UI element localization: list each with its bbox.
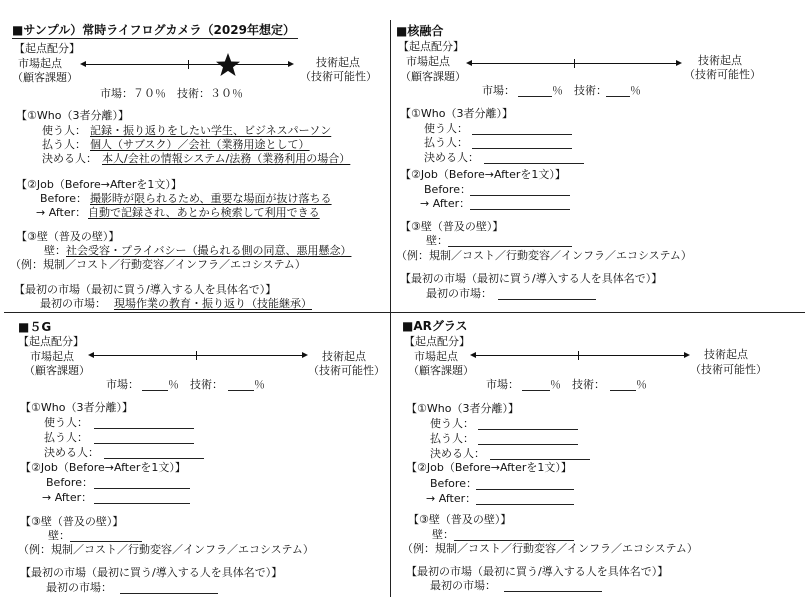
first-market-blank[interactable]	[504, 591, 602, 592]
first-market-heading: 【最初の市場（最初に買う/導入する人を具体名で）】	[406, 565, 669, 578]
first-market-blank[interactable]	[498, 299, 596, 300]
job-heading: 【②Job（Before→Afterを1文）】	[406, 461, 572, 474]
tech-origin-label: 技術起点	[698, 54, 742, 67]
decider-label: 決める人：	[42, 152, 97, 165]
before-label: Before：	[46, 476, 93, 489]
tech-ratio-blank[interactable]	[228, 390, 254, 391]
ratio-tech-label: ％ 技術：	[550, 378, 605, 391]
decider-value: 本人/会社の情報システム/法務（業務利用の場合）	[102, 152, 351, 165]
decider-label: 決める人：	[430, 447, 485, 460]
before-blank[interactable]	[470, 195, 570, 196]
axis-center-tick	[188, 60, 189, 69]
first-market-label: 最初の市場：	[426, 287, 492, 300]
wall-label: 壁：	[432, 528, 454, 541]
decider-label: 決める人：	[44, 446, 99, 459]
user-blank[interactable]	[94, 428, 194, 429]
user-label: 使う人：	[430, 417, 474, 430]
first-market-label: 最初の市場：	[40, 297, 106, 310]
after-label: → After：	[42, 491, 93, 504]
market-ratio-blank[interactable]	[522, 390, 550, 391]
who-heading: 【①Who（3者分離）】	[16, 109, 129, 122]
ratio-market-label: 市場：	[106, 378, 139, 391]
tech-origin-sub: （技術可能性）	[308, 364, 385, 377]
wall-heading: 【③壁（普及の壁）】	[400, 220, 504, 233]
tech-ratio-blank[interactable]	[606, 96, 630, 97]
quadrant-sample	[0, 0, 390, 312]
ratio-end: ％	[254, 378, 265, 391]
axis-center-tick	[574, 59, 575, 68]
first-market-heading: 【最初の市場（最初に買う/導入する人を具体名で）】	[400, 272, 663, 285]
market-origin-label: 市場起点	[30, 350, 74, 363]
ratio-market-label: 市場：	[482, 84, 515, 97]
tech-origin-sub: （技術可能性）	[690, 363, 767, 376]
payer-label: 払う人：	[42, 138, 86, 151]
before-label: Before：	[40, 192, 87, 205]
after-blank[interactable]	[94, 503, 190, 504]
who-heading: 【①Who（3者分離）】	[20, 401, 133, 414]
quadrant-title: ■５G	[18, 320, 52, 334]
market-origin-label: 市場起点	[18, 57, 62, 70]
axis-center-tick	[196, 351, 197, 360]
wall-label: 壁：	[44, 244, 66, 257]
before-label: Before：	[424, 183, 471, 196]
payer-label: 払う人：	[44, 431, 88, 444]
user-blank[interactable]	[472, 134, 572, 135]
market-origin-sub: （顧客課題）	[408, 364, 474, 377]
axis-right-arrow	[684, 352, 690, 358]
quadrant-title: ■ARグラス	[402, 319, 468, 333]
axis-right-arrow	[302, 352, 308, 358]
tech-origin-label: 技術起点	[322, 350, 366, 363]
job-heading: 【②Job（Before→Afterを1文）】	[20, 461, 186, 474]
first-market-value: 現場作業の教育・振り返り（技能継承）	[114, 297, 312, 310]
decider-blank[interactable]	[104, 458, 204, 459]
market-origin-label: 市場起点	[406, 55, 450, 68]
payer-label: 払う人：	[430, 432, 474, 445]
first-market-heading: 【最初の市場（最初に買う/導入する人を具体名で）】	[14, 283, 277, 296]
after-label: → After：	[36, 206, 87, 219]
axis-right-arrow	[676, 60, 682, 66]
origin-section-heading: 【起点配分】	[14, 42, 80, 55]
title-underline	[12, 38, 298, 39]
who-heading: 【①Who（3者分離）】	[406, 402, 519, 415]
payer-blank[interactable]	[478, 444, 578, 445]
axis-center-tick	[578, 351, 579, 360]
after-label: → After：	[426, 492, 477, 505]
ratio-tech-label: ％ 技術：	[552, 84, 607, 97]
after-label: → After：	[420, 197, 471, 210]
job-heading: 【②Job（Before→Afterを1文）】	[16, 178, 182, 191]
wall-value: 社会受容・プライバシー（撮られる側の同意、悪用懸念）	[66, 244, 352, 257]
decider-label: 決める人：	[424, 151, 479, 164]
market-ratio-blank[interactable]	[518, 96, 552, 97]
market-origin-sub: （顧客課題）	[12, 71, 78, 84]
origin-section-heading: 【起点配分】	[404, 335, 470, 348]
wall-blank[interactable]	[448, 246, 572, 247]
user-label: 使う人：	[424, 122, 468, 135]
wall-label: 壁：	[426, 234, 448, 247]
payer-value: 個人（サブスク）／会社（業務用途として）	[90, 138, 310, 151]
first-market-label: 最初の市場：	[430, 579, 496, 592]
first-market-heading: 【最初の市場（最初に買う/導入する人を具体名で）】	[20, 566, 283, 579]
first-market-blank[interactable]	[120, 593, 218, 594]
payer-blank[interactable]	[94, 443, 194, 444]
origin-axis	[92, 355, 304, 356]
market-origin-sub: （顧客課題）	[400, 70, 466, 83]
user-blank[interactable]	[478, 429, 578, 430]
origin-axis	[474, 355, 686, 356]
ratio-star-marker	[215, 52, 241, 78]
wall-label: 壁：	[48, 529, 70, 542]
tech-origin-sub: （技術可能性）	[684, 68, 761, 81]
quadrant-fusion	[390, 0, 809, 312]
ratio-end: ％	[630, 84, 641, 97]
tech-ratio-blank[interactable]	[610, 390, 636, 391]
before-blank[interactable]	[476, 489, 574, 490]
quadrant-title: ■核融合	[396, 24, 444, 38]
tech-origin-label: 技術起点	[316, 56, 360, 69]
wall-blank[interactable]	[70, 541, 142, 542]
first-market-label: 最初の市場：	[46, 581, 112, 594]
ratio-market-label: 市場：	[486, 378, 519, 391]
axis-right-arrow	[288, 61, 294, 67]
payer-label: 払う人：	[424, 136, 468, 149]
payer-blank[interactable]	[472, 148, 572, 149]
origin-section-heading: 【起点配分】	[18, 335, 84, 348]
user-label: 使う人：	[44, 416, 88, 429]
after-value: 自動で記録され、あとから検索して利用できる	[88, 206, 320, 219]
wall-heading: 【③壁（普及の壁）】	[16, 230, 120, 243]
user-value: 記録・振り返りをしたい学生、ビジネスパーソン	[90, 124, 332, 137]
wall-heading: 【③壁（普及の壁）】	[408, 513, 512, 526]
wall-example: （例：規制／コスト／行動変容／インフラ／エコシステム）	[402, 542, 698, 555]
ratio-tech-label: ％ 技術：	[168, 378, 223, 391]
wall-example: （例：規制／コスト／行動変容／インフラ／エコシステム）	[18, 543, 314, 556]
who-heading: 【①Who（3者分離）】	[400, 107, 513, 120]
job-heading: 【②Job（Before→Afterを1文）】	[400, 168, 566, 181]
before-value: 撮影時が限られるため、重要な場面が抜け落ちる	[90, 192, 332, 205]
market-origin-sub: （顧客課題）	[24, 364, 90, 377]
user-label: 使う人：	[42, 124, 86, 137]
decider-blank[interactable]	[484, 163, 584, 164]
wall-example: （例：規制／コスト／行動変容／インフラ／エコシステム）	[396, 249, 692, 262]
tech-origin-label: 技術起点	[704, 348, 748, 361]
page-title: ■サンプル）常時ライフログカメラ（2029年想定）	[12, 23, 295, 37]
wall-blank[interactable]	[454, 540, 574, 541]
ratio-end: ％	[636, 378, 647, 391]
origin-axis	[84, 64, 290, 65]
before-label: Before：	[430, 477, 477, 490]
after-blank[interactable]	[470, 209, 570, 210]
tech-origin-sub: （技術可能性）	[300, 70, 377, 83]
origin-section-heading: 【起点配分】	[398, 40, 464, 53]
decider-blank[interactable]	[490, 459, 590, 460]
quadrant-ar-glasses	[390, 313, 809, 599]
after-blank[interactable]	[476, 504, 574, 505]
market-origin-label: 市場起点	[414, 350, 458, 363]
quadrant-5g	[0, 313, 390, 599]
market-ratio-blank[interactable]	[142, 390, 168, 391]
ratio-line: 市場：７０％ 技術：３０％	[100, 87, 243, 100]
wall-example: （例：規制／コスト／行動変容／インフラ／エコシステム）	[10, 258, 306, 271]
wall-heading: 【③壁（普及の壁）】	[20, 515, 124, 528]
before-blank[interactable]	[94, 488, 190, 489]
